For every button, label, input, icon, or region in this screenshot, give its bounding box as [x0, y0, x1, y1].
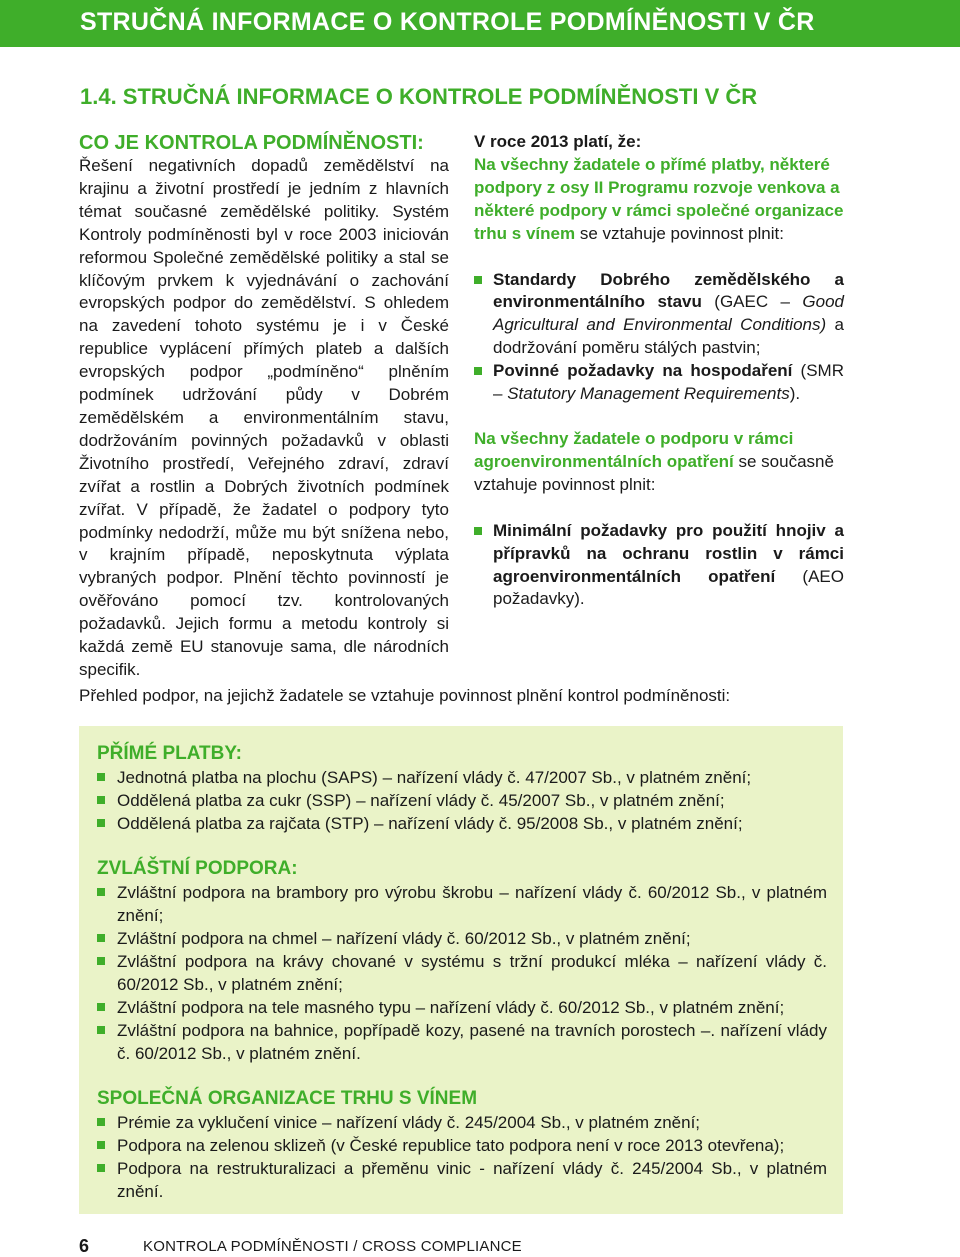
box-section-title: PŘÍMÉ PLATBY: [97, 743, 242, 764]
square-bullet-icon [97, 957, 105, 965]
banner-title: STRUČNÁ INFORMACE O KONTROLE PODMÍNĚNOSTI V ČR [80, 8, 815, 36]
list-item [97, 927, 827, 950]
section-heading: 1.4. STRUČNÁ INFORMACE O KONTROLE PODMÍNĚNOSTI V ČR [80, 84, 758, 109]
square-bullet-icon [97, 819, 105, 827]
intro-paragraph: Řešení negativních dopadů zemědělství na krajinu a životní prostředí je jedním z hlavních témat současné zemědělské politiky. Systém Kontroly podmíněnosti byl v roce 2003 iniciován reformou Společné zemědělské politiky a stal se klíčovým prvkem k vyjednávání o zachování evropských podpor do zemědělství. S ohledem na zavedení tohoto systému je i v České republice vyplácení přímých plateb a dalších evropských podpor „podmíněno“ plněním podmínek udržování půdy v Dobrém zemědělském a environmentálním stavu, dodržováním povinných požadavků v oblasti Životního prostředí, Veřejného zdraví, zdraví zvířat a rostlin a Dobrých životních podmínek zvířat. V případě, že žadatel o podpory tyto podmínky nedodrží, může mu být snížena nebo, v krajním případě, neposkytnuta výplata vybraných podpor. Plnění těchto povinností je ověřováno pomocí tzv. kontrolovaných požadavků. Jejich formu a metodu kontroly si každá země EU stanovuje sama, dle národních specifik. [79, 156, 449, 679]
square-bullet-icon [97, 888, 105, 896]
applicants-1-rest: se vztahuje povinnost plnit: [575, 223, 784, 243]
item-text: ). [789, 384, 801, 404]
obligations-list-2 [474, 520, 844, 612]
item-text: Zvláštní podpora na tele masného typu – nařízení vlády č. 60/2012 Sb., v platném znění; [117, 998, 785, 1017]
square-bullet-icon [97, 1118, 105, 1126]
list-item [97, 812, 827, 835]
item-text: Oddělená platba za rajčata (STP) – nařízení vlády č. 95/2008 Sb., v platném znění; [117, 814, 743, 833]
obligations-list-1 [474, 269, 844, 406]
list-item [97, 1111, 827, 1134]
square-bullet-icon [97, 1141, 105, 1149]
item-text: Podpora na restrukturalizaci a přeměnu vinic - nařízení vlády č. 245/2004 Sb., v platném znění. [117, 1159, 827, 1201]
box-section-list [97, 766, 827, 835]
item-text: Jednotná platba na plochu (SAPS) – nařízení vlády č. 47/2007 Sb., v platném znění; [117, 768, 752, 787]
list-item [97, 1019, 827, 1065]
overview-text: Přehled podpor, na jejichž žadatele se vztahuje povinnost plnění kontrol podmíněnosti: [79, 686, 731, 705]
left-column [79, 131, 449, 682]
square-bullet-icon [97, 1164, 105, 1172]
box-section-list [97, 1111, 827, 1203]
item-text: (GAEC – [701, 292, 803, 312]
item-italic: Good Agricultural and Environmental Conditions) [493, 292, 844, 335]
item-text: Oddělená platba za cukr (SSP) – nařízení vlády č. 45/2007 Sb., v platném znění; [117, 791, 725, 810]
item-text: Zvláštní podpora na bahnice, popřípadě kozy, pasené na travních porostech –. nařízení vlády č. 60/2012 Sb., v platném znění. [117, 1021, 827, 1063]
footer-text: KONTROLA PODMÍNĚNOSTI / CROSS COMPLIANCE [143, 1238, 522, 1255]
item-italic: Statutory Management Requirements [507, 384, 790, 404]
support-box [79, 726, 843, 1214]
square-bullet-icon [97, 773, 105, 781]
list-item [97, 789, 827, 812]
item-bold: Minimální požadavky pro použití hnojiv a přípravků na ochranu rostlin v rámci agroenvironmentálních opatření [493, 520, 844, 586]
list-item [97, 1157, 827, 1203]
question-heading: CO JE KONTROLA PODMÍNĚNOSTI: [79, 132, 424, 154]
item-text: Zvláštní podpora na brambory pro výrobu škrobu – nařízení vlády č. 60/2012 Sb., v platném znění; [117, 883, 827, 925]
list-item [97, 881, 827, 927]
applicants-paragraph-1 [474, 154, 844, 246]
square-bullet-icon [474, 527, 482, 535]
item-text: a dodržování poměru stálých pastvin; [493, 315, 844, 358]
list-item [474, 360, 844, 406]
box-section-title: ZVLÁŠTNÍ PODPORA: [97, 858, 298, 879]
applicants-paragraph-2 [474, 428, 844, 497]
box-section-list [97, 881, 827, 1065]
applicants-1-highlight: Na všechny žadatele o přímé platby, některé podpory z osy II Programu rozvoje venkova a některé podpory v rámci společné organizace trhu s vínem [474, 154, 844, 243]
list-item [97, 766, 827, 789]
square-bullet-icon [474, 276, 482, 284]
year-intro: V roce 2013 platí, že: [474, 132, 642, 151]
item-bold: Standardy Dobrého zemědělského a environmentálního stavu [493, 269, 844, 312]
list-item [474, 269, 844, 361]
item-text: (AEO požadavky). [493, 566, 844, 609]
item-text: Prémie za vyklučení vinice – nařízení vlády č. 245/2004 Sb., v platném znění; [117, 1113, 701, 1132]
list-item [97, 950, 827, 996]
square-bullet-icon [474, 367, 482, 375]
applicants-2-highlight: Na všechny žadatele o podporu v rámci agroenvironmentálních opatření [474, 428, 794, 471]
list-item [474, 520, 844, 612]
square-bullet-icon [97, 934, 105, 942]
item-text: Zvláštní podpora na krávy chované v systému s tržní produkcí mléka – nařízení vlády č. 60/2012 Sb., v platném znění; [117, 952, 827, 994]
item-text: Zvláštní podpora na chmel – nařízení vlády č. 60/2012 Sb., v platném znění; [117, 929, 691, 948]
list-item [97, 1134, 827, 1157]
header-banner [0, 0, 960, 47]
page-number: 6 [79, 1236, 90, 1256]
square-bullet-icon [97, 1003, 105, 1011]
right-column [474, 131, 844, 611]
box-section-title: SPOLEČNÁ ORGANIZACE TRHU S VÍNEM [97, 1088, 478, 1109]
square-bullet-icon [97, 796, 105, 804]
list-item [97, 996, 827, 1019]
item-bold: Povinné požadavky na hospodaření [493, 361, 793, 381]
applicants-2-rest: se současně vztahuje povinnost plnit: [474, 451, 834, 494]
item-text: Podpora na zelenou sklizeň (v České republice tato podpora není v roce 2013 otevřena); [117, 1136, 785, 1155]
item-text: (SMR – [493, 361, 844, 404]
square-bullet-icon [97, 1026, 105, 1034]
